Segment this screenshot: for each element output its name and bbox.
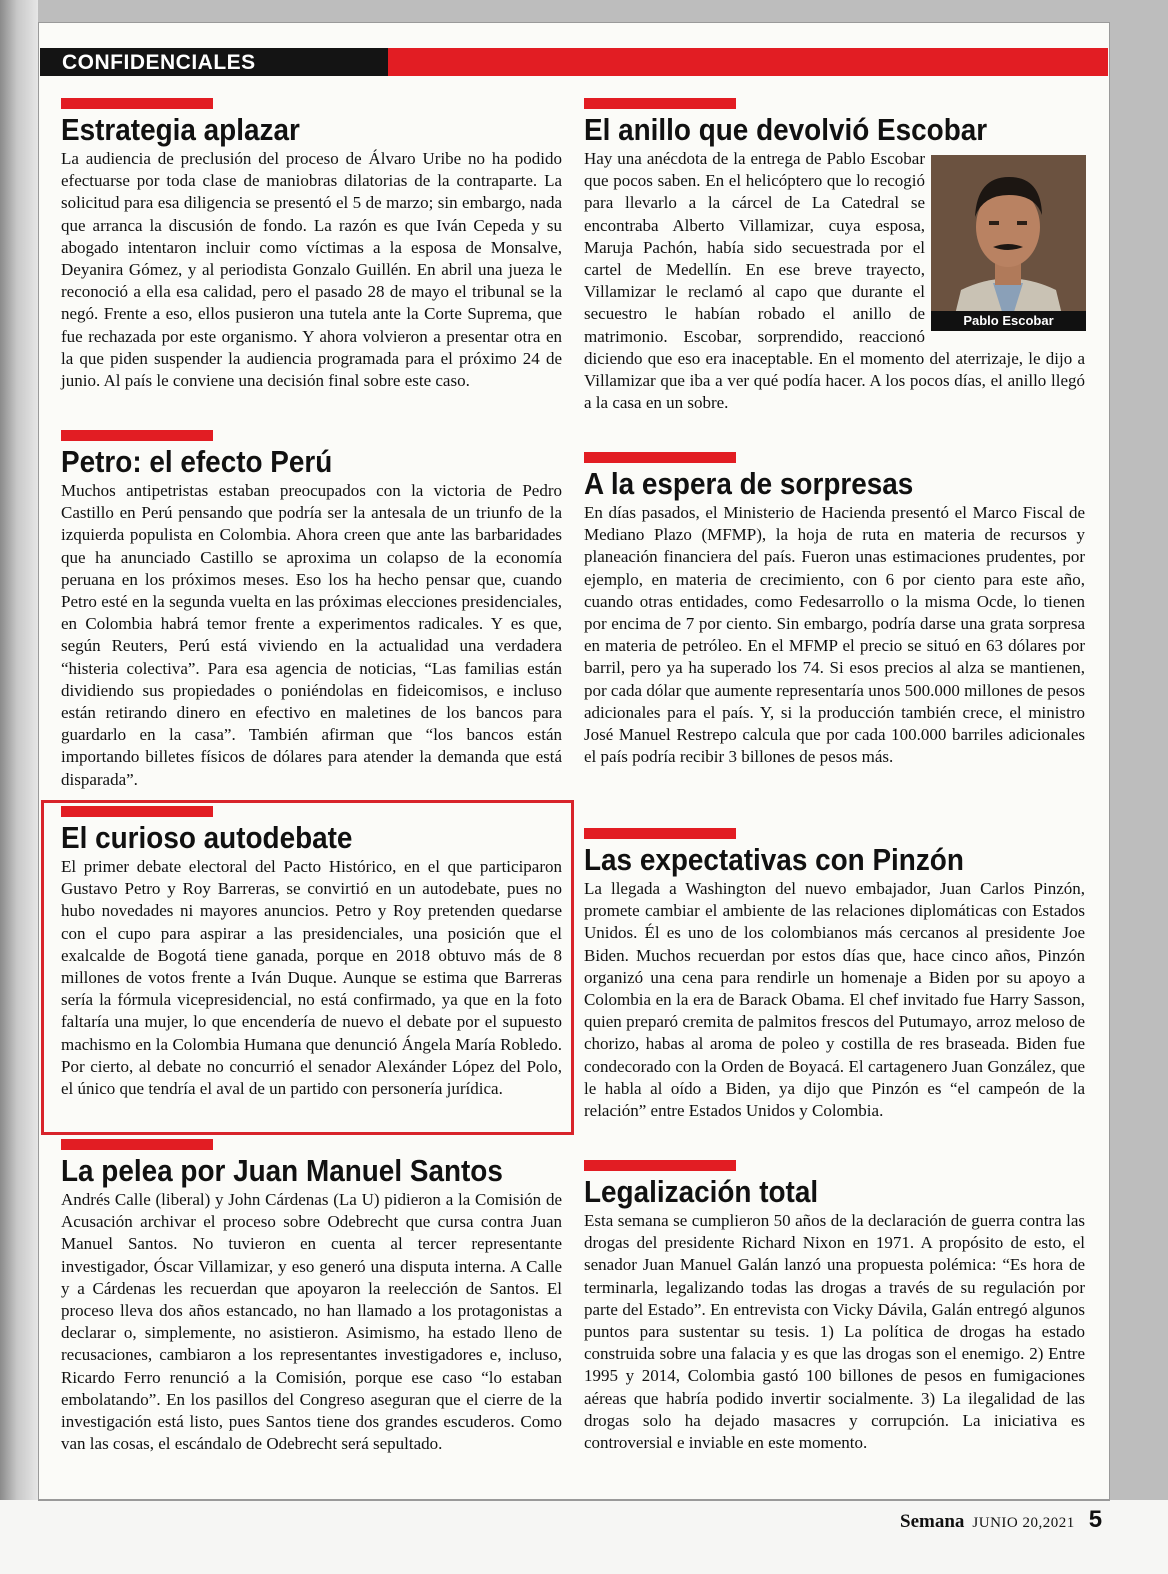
article-body: Andrés Calle (liberal) y John Cárdenas (La U) pidieron a la Comisión de Acusación archivar el proceso sobre Odebrecht que cursa contra Juan Manuel Santos. No tuvieron en cuenta al tercer representante investigador, Óscar Villamizar, y eso generó una disputa interna. A Calle y a Cárdenas les recuerdan que apoyaron la reelección de Santos. El proceso lleva dos años estancado, no han llamado a los protagonistas a declarar o, simplemente, no asistieron. Asimismo, ha estado lleno de recusaciones, cambiaron a los representantes investigadores e, incluso, Ricardo Ferro renunció a la Comisión, porque ese caso “lo estaban embolatando”. En los pasillos del Congreso aseguran que el cierre de la investigación está listo, pues Santos tiene dos grandes escuderos. Como van las cosas, el escándalo de Odebrecht será sepultado. (61, 1190, 562, 1454)
page-number: 5 (1088, 1506, 1103, 1533)
article-title: El curioso autodebate (61, 820, 353, 855)
article-expectativas-pinzon (584, 828, 1085, 1122)
article-espera-sorpresas (584, 452, 1085, 768)
article-body: La audiencia de preclusión del proceso de Álvaro Uribe no ha podido efectuarse por toda clase de maniobras dilatorias de la contraparte. La solicitud para esa diligencia se presentó el 5 de marzo; sin embargo, nada que arranca la discusión de fondo. La razón es que Iván Cepeda y su abogado intentaron incluir como víctimas a la esposa de Monsalve, Deyanira Gómez, y al periodista Gonzalo Guillén. En abril una jueza le reconoció a ella esa calidad, pero el pasado 28 de mayo el tribunal se la negó. Frente a eso, ellos pusieron una tutela ante la Corte Suprema, que fue rechazada por este organismo. Y ahora volvieron a presentar otra en la que piden suspender la audiencia programada para el próximo 24 de junio. Al país le conviene una decisión final sobre este caso. (61, 149, 562, 391)
article-body: En días pasados, el Ministerio de Hacienda presentó el Marco Fiscal de Mediano Plazo (MFMP), la hoja de ruta en materia de recursos y planeación financiera del país. Fueron unas estimaciones prudentes, por ejemplo, en materia de crecimiento, con 6 por ciento para este año, cuando otras entidades, como Fedesarrollo o la misma Ocde, lo tienen por encima de 7 por ciento. Sin embargo, podría darse una grata sorpresa en materia de petróleo. En el MFMP el precio se situó en 63 dólares por barril, pero ya ha superado los 74. Si esos precios al alza se mantienen, por cada dólar que aumente representaría unos 500.000 millones de pesos adicionales para el país. Y, si la producción también crece, el ministro José Manuel Restrepo calcula que por cada 100.000 barriles adicionales el país podría recibir 3 billones de pesos más. (584, 503, 1085, 767)
section-label: CONFIDENCIALES (62, 51, 256, 74)
article-accent-bar (584, 1160, 736, 1171)
page-bottom-edge (38, 1500, 1110, 1501)
issue-date: JUNIO 20,2021 (972, 1515, 1075, 1531)
article-body: Esta semana se cumplieron 50 años de la declaración de guerra contra las drogas del presidente Richard Nixon en 1971. A propósito de esto, el senador Juan Manuel Galán lanzó una propuesta polémica: “Es hora de terminarla, legalizando todas las drogas a través de su regulación por parte del Estado”. En entrevista con Vicky Dávila, Galán entregó algunos puntos para sustentar su tesis. 1) La política de drogas ha estado construida sobre una falacia y es que las drogas son el enemigo. 2) Entre 1995 y 2014, Colombia gastó 100 billones de pesos en fumigaciones aéreas que habría podido invertir socialmente. 3) La ilegalidad de las drogas solo ha dejado masacres y corrupción. La iniciativa es controversial e inviable en este momento. (584, 1211, 1085, 1453)
article-body: Muchos antipetristas estaban preocupados con la victoria de Pedro Castillo en Perú pensando que podría ser la antesala de un triunfo de la izquierda populista en Colombia. Ahora creen que ante las barbaridades que ha anunciado Castillo se aproxima un colapso de la economía peruana en los próximos meses. Eso los ha hecho pensar que, cuando Petro esté en la segunda vuelta en las próximas elecciones presidenciales, en Colombia habrá temor frente a experimentos radicales. Y es que, según Reuters, Perú está viviendo en la actualidad una verdadera “histeria colectiva”. Para esa agencia de noticias, “Las familias están dividiendo sus propiedades o poniéndolas en fideicomisos, e incluso están retirando dinero en efectivo en maletines de los bancos para guardarlo en la casa”. También afirman que “los bancos están importando billetes físicos de dólares para atender la demanda que está disparada”. (61, 481, 562, 789)
article-estrategia-aplazar (61, 98, 562, 392)
article-body: La llegada a Washington del nuevo embajador, Juan Carlos Pinzón, promete cambiar el ambiente de las relaciones diplomáticas con Estados Unidos. Él es uno de los colombianos más cercanos al presidente Joe Biden. Muchos recuerdan por estos días que, hace cinco años, Pinzón organizó una cena para rendirle un homenaje a Biden por su apoyo a Colombia en la era de Barack Obama. El chef invitado fue Harry Sasson, quien preparó cremita de palmitos frescos del Putumayo, arroz meloso de chorizo, habas al aroma de poleo y costilla de res braseada. Biden fue condecorado con la Orden de Boyacá. El cartagenero Juan González, que le habla al oído a Biden, ya dijo que Pinzón es “el campeón de la relación” entre Estados Unidos y Colombia. (584, 879, 1085, 1121)
article-title: A la espera de sorpresas (584, 466, 914, 501)
article-title: Las expectativas con Pinzón (584, 842, 964, 877)
portrait-illustration (931, 155, 1086, 331)
pablo-escobar-photo (931, 155, 1086, 331)
article-accent-bar (61, 1139, 213, 1150)
article-accent-bar (584, 98, 736, 109)
article-title: La pelea por Juan Manuel Santos (61, 1153, 503, 1188)
article-body-text: Hay una anécdota de la entrega de Pablo Escobar que pocos saben. En el helicóptero que lo recogió para llevarlo a la cárcel de La Catedral se encontraba Alberto Villamizar, cuya esposa, Maruja Pachón, había sido secuestrada por el cartel de Medellín. En ese breve trayecto, Villamizar le reclamó al capo que durante el secuestro le habían robado el anillo de matrimonio. Escobar, sorprendido, reaccionó diciendo que eso era inaceptable. En el momento del aterrizaje, le dijo a Villamizar que iba a ver qué podía hacer. A los pocos días, el anillo llegó a la casa en un sobre. (584, 149, 1085, 413)
article-legalizacion-total (584, 1160, 1085, 1454)
publication-name: Semana (900, 1511, 965, 1532)
highlight-box (41, 800, 574, 1135)
article-body: El primer debate electoral del Pacto Histórico, en el que participaron Gustavo Petro y Roy Barreras, se convirtió en un autodebate, pues no hubo novedades ni mayores anuncios. Petro y Roy pretenden quedarse con el cupo para aspirar a las presidenciales, una posición que el exalcalde de Bogotá tiene ganada, porque en 2018 obtuvo más de 8 millones de votos frente a Iván Duque. Aunque se estima que Barreras sería la fórmula vicepresidencial, no está confirmado, ya que en la foto faltaría una mujer, lo que encendería de nuevo el debate por el supuesto machismo en la Colombia Humana que denunció Ángela María Robledo. Por cierto, al debate no concurrió el senador Alexánder López del Polo, el único que tendría el aval de un partido con personería jurídica. (61, 857, 562, 1099)
article-accent-bar (61, 430, 213, 441)
article-accent-bar (584, 828, 736, 839)
article-accent-bar (61, 98, 213, 109)
article-petro-efecto-peru (61, 430, 562, 791)
article-title: Petro: el efecto Perú (61, 444, 333, 479)
article-pelea-santos (61, 1139, 562, 1455)
page-footer (900, 1505, 1102, 1535)
article-title: Legalización total (584, 1174, 819, 1209)
article-title: Estrategia aplazar (61, 112, 300, 147)
page-spine-shadow (0, 0, 38, 1574)
article-accent-bar (584, 452, 736, 463)
photo-caption: Pablo Escobar (931, 311, 1086, 331)
article-title: El anillo que devolvió Escobar (584, 112, 988, 147)
